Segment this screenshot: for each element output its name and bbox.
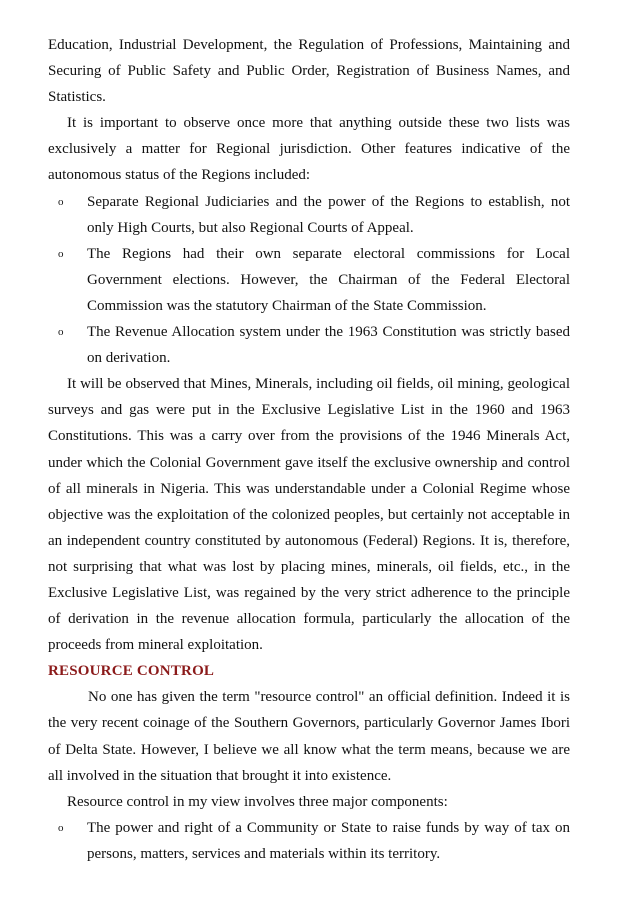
list-item-text: Separate Regional Judiciaries and the power of the Regions to establish, not only High Courts, but also Regional Courts of Appeal. (87, 193, 570, 236)
paragraph-observe: It is important to observe once more that anything outside these two lists was exclusively a matter for Regional jurisdiction. Other features indicative of the autonomous status of the Regions included: (48, 115, 570, 184)
paragraph-mines: It will be observed that Mines, Minerals, including oil fields, oil mining, geological surveys and gas were put in the Exclusive Legislative List in the 1960 and 1963 Constitutions. This was a carry over from the provisions of the 1946 Minerals Act, under which the Colonial Government gave itself the exclusive ownership and control of all minerals in Nigeria. This was understandable under a Colonial Regime whose objective was the exploitation of the colonized peoples, but certainly not acceptable in an independent country constituted by autonomous (Federal) Regions. It is, therefore, not surprising that what was lost by placing mines, minerals, oil fields, etc., in the Exclusive Legislative List, was regained by the very strict adherence to the principle of derivation in the revenue allocation formula, particularly the allocation of the proceeds from mineral exploitation. (48, 376, 570, 654)
list-item-text: The power and right of a Community or State to raise funds by way of tax on persons, matters, services and materials within its territory. (87, 819, 570, 862)
document-page (48, 32, 570, 867)
list-item (48, 319, 570, 371)
bullet-icon: o (58, 247, 64, 260)
paragraph-no-one: No one has given the term "resource control" an official definition. Indeed it is the very recent coinage of the Southern Governors, particularly Governor James Ibori of Delta State. However, I believe we all know what the term means, because we are all involved in the situation that brought it into existence. (48, 689, 570, 784)
list-item (48, 815, 570, 867)
features-list (48, 189, 570, 372)
bullet-icon: o (58, 195, 64, 208)
list-item (48, 241, 570, 319)
list-item-text: The Revenue Allocation system under the 1963 Constitution was strictly based on derivation. (87, 324, 570, 367)
components-list (48, 815, 570, 867)
list-item (48, 189, 570, 241)
bullet-icon: o (58, 326, 64, 339)
paragraph-components: Resource control in my view involves three major components: (67, 793, 448, 810)
bullet-icon: o (58, 821, 64, 834)
section-heading: RESOURCE CONTROL (48, 663, 215, 680)
list-item-text: The Regions had their own separate electoral commissions for Local Government elections. However, the Chairman of the Federal Electoral Commission was the statutory Chairman of the State Commission. (87, 245, 570, 314)
paragraph-intro-continued: Education, Industrial Development, the Regulation of Professions, Maintaining and Securing of Public Safety and Public Order, Registration of Business Names, and Statistics. (48, 37, 570, 106)
